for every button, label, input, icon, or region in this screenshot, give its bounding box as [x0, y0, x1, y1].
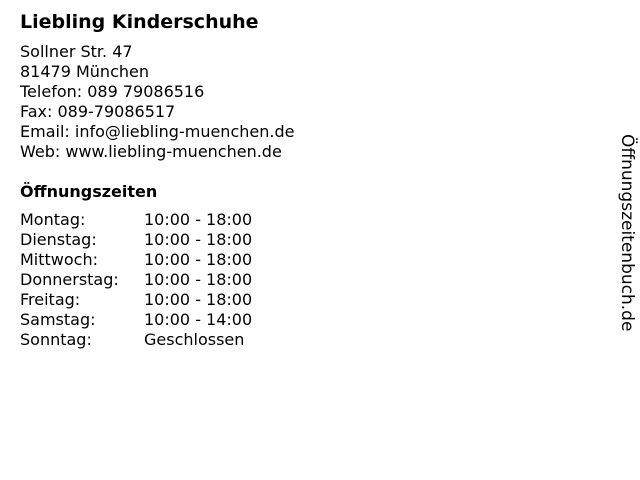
business-name: Liebling Kinderschuhe	[20, 11, 259, 33]
site-watermark	[612, 134, 640, 364]
time-value: 10:00 - 18:00	[144, 250, 253, 269]
web-line: Web: www.liebling-muenchen.de	[20, 142, 282, 161]
city-line: 81479 München	[20, 62, 149, 81]
hours-row-tuesday	[20, 230, 580, 250]
day-label: Donnerstag:	[20, 270, 119, 289]
street-address: Sollner Str. 47	[20, 42, 133, 61]
hours-row-friday	[20, 290, 580, 310]
opening-hours-heading: Öffnungszeiten	[20, 182, 158, 201]
time-value: 10:00 - 18:00	[144, 270, 253, 289]
time-value: 10:00 - 14:00	[144, 310, 253, 329]
hours-row-monday	[20, 210, 580, 230]
day-label: Montag:	[20, 210, 86, 229]
day-label: Sonntag:	[20, 330, 92, 349]
hours-row-wednesday	[20, 250, 580, 270]
time-value: 10:00 - 18:00	[144, 210, 253, 229]
email-line: Email: info@liebling-muenchen.de	[20, 122, 295, 141]
time-value: 10:00 - 18:00	[144, 290, 253, 309]
hours-row-sunday	[20, 330, 580, 350]
fax-line: Fax: 089-79086517	[20, 102, 176, 121]
day-label: Dienstag:	[20, 230, 97, 249]
watermark-text: Öffnungszeitenbuch.de	[617, 134, 637, 332]
opening-hours-table	[20, 210, 580, 350]
hours-row-saturday	[20, 310, 580, 330]
time-value: Geschlossen	[144, 330, 245, 349]
day-label: Samstag:	[20, 310, 96, 329]
contact-block	[20, 42, 580, 162]
day-label: Freitag:	[20, 290, 81, 309]
business-card	[20, 8, 580, 350]
phone-line: Telefon: 089 79086516	[20, 82, 205, 101]
hours-row-thursday	[20, 270, 580, 290]
day-label: Mittwoch:	[20, 250, 98, 269]
time-value: 10:00 - 18:00	[144, 230, 253, 249]
